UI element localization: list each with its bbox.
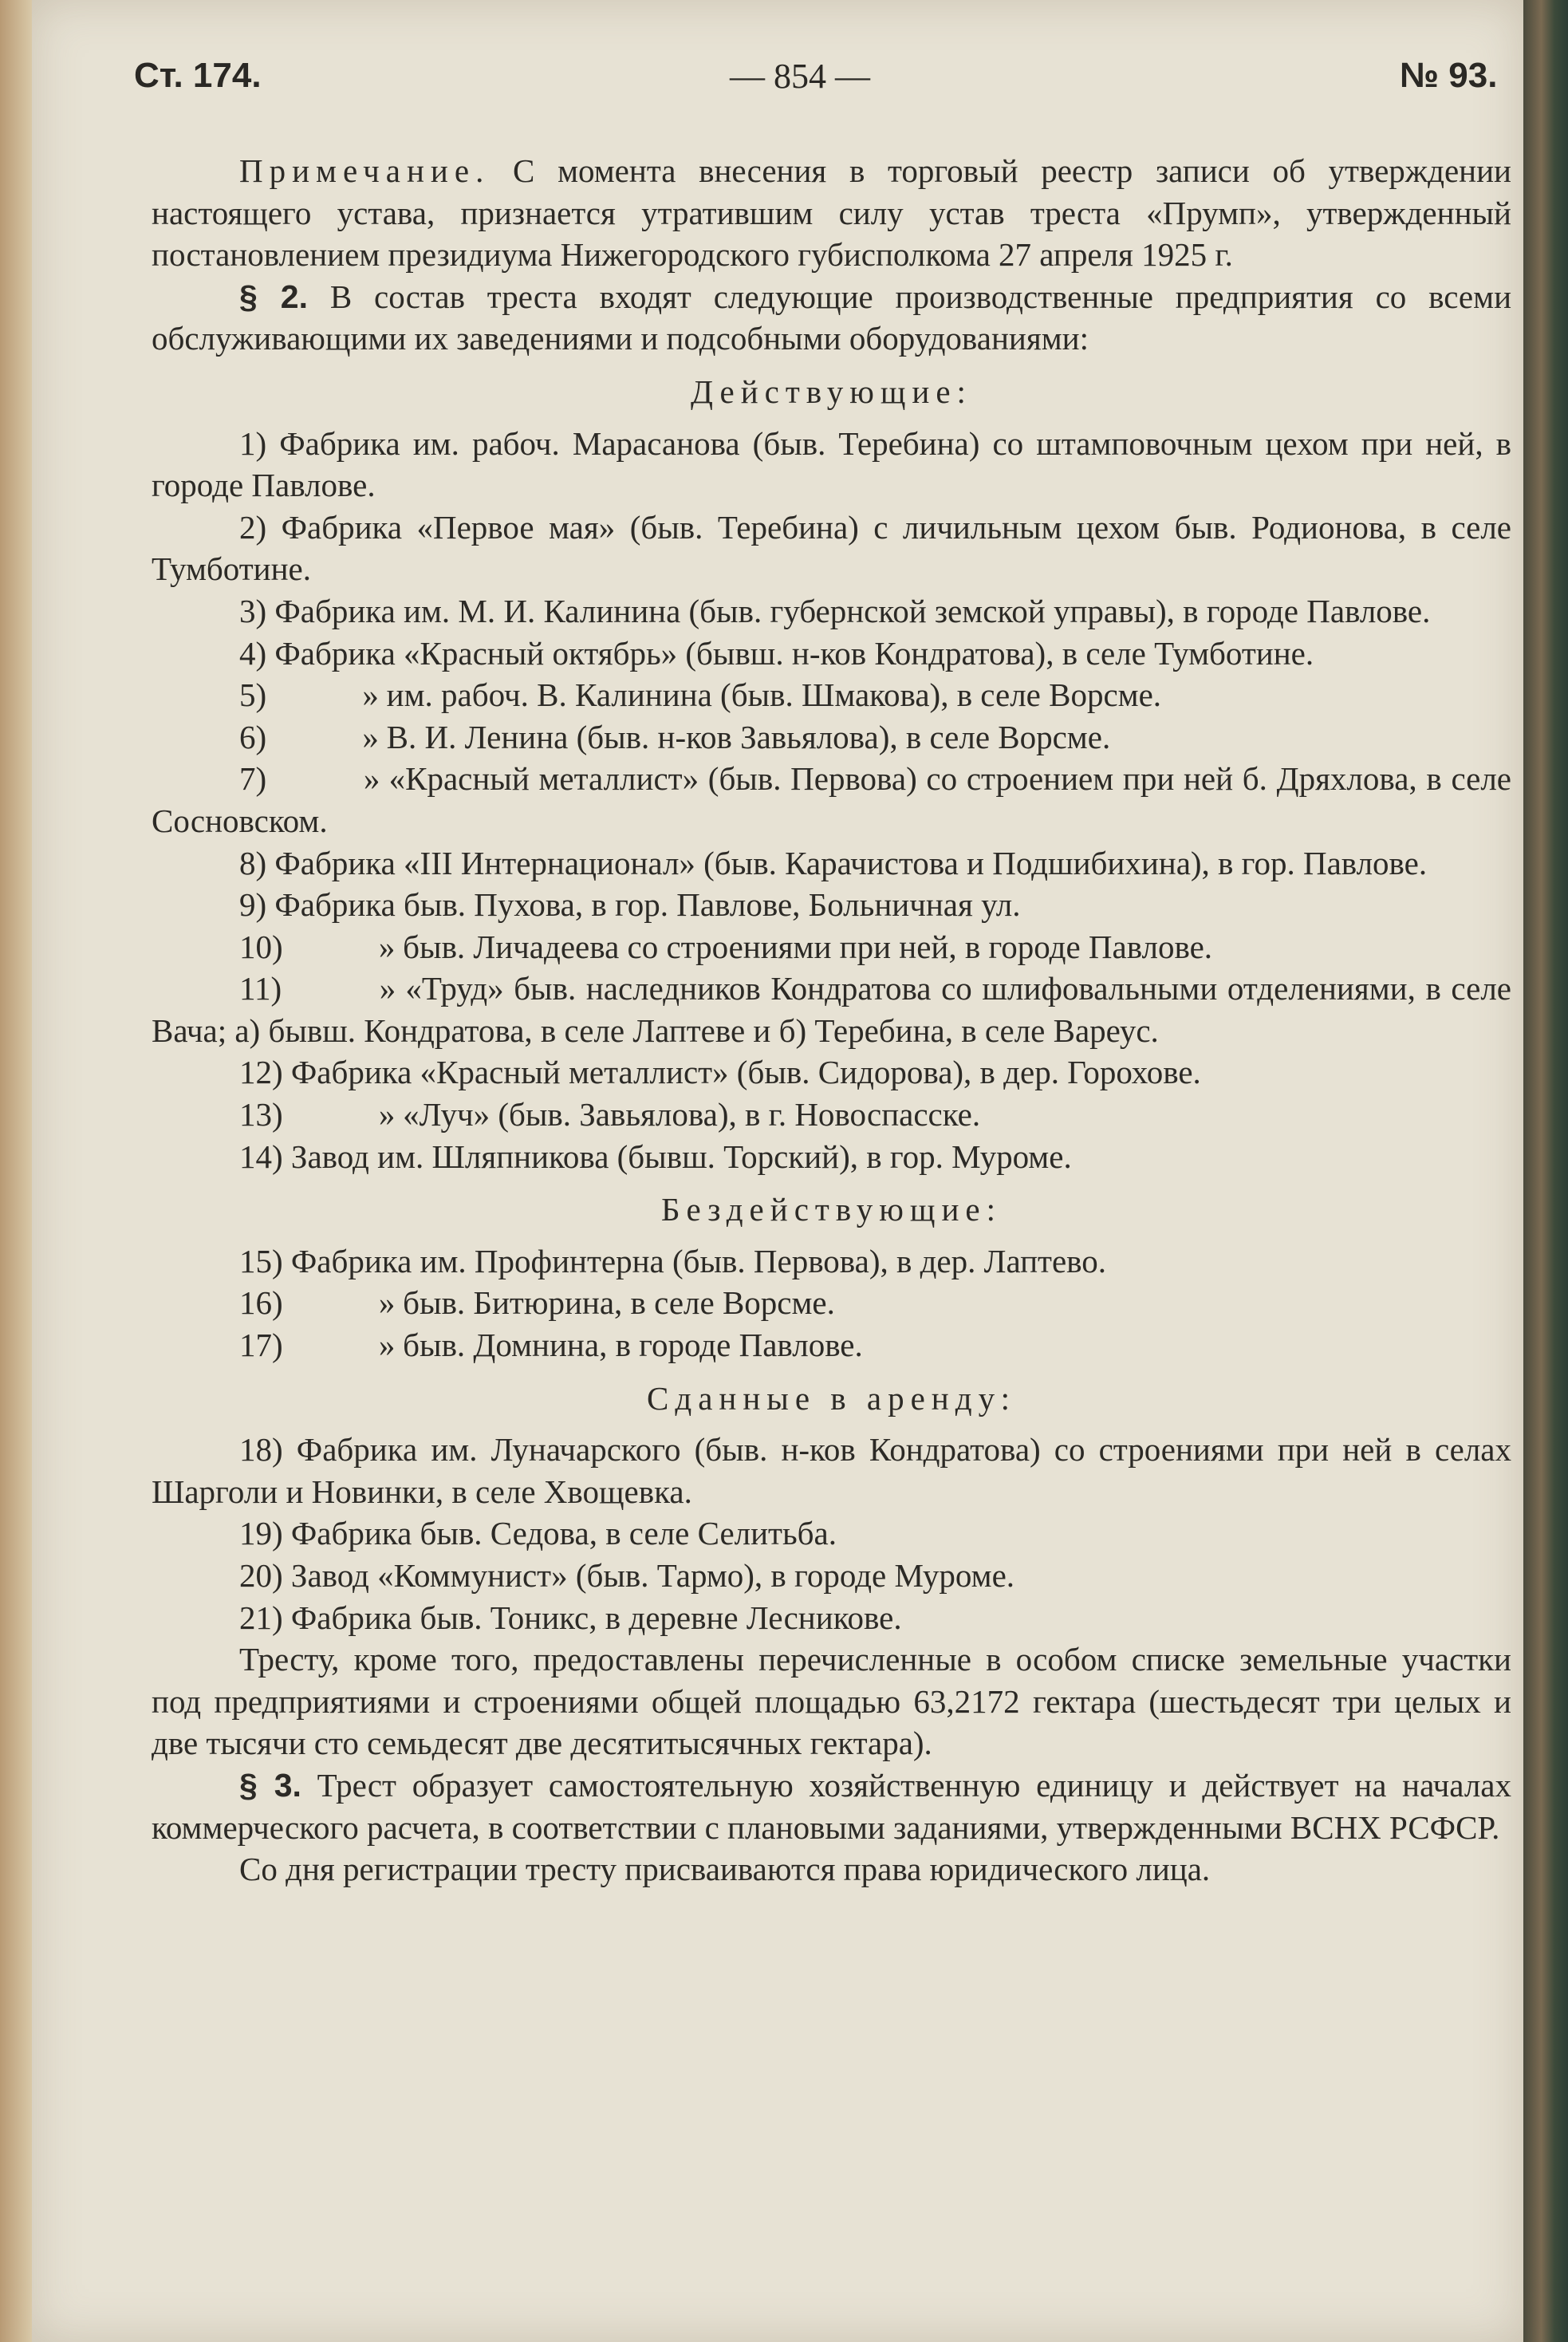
ditto-mark: »: [362, 718, 379, 755]
heading-inactive: Бездействующие:: [661, 1191, 1002, 1228]
item-number: 19): [239, 1515, 283, 1552]
section-3-label: § 3.: [239, 1766, 301, 1804]
item-number: 17): [239, 1327, 283, 1364]
item-text: Фабрика им. рабоч. Марасанова (быв. Теребина) со штамповочным цехом при ней, в городе Павлове.: [152, 424, 1512, 504]
list-item: [152, 1051, 1511, 1094]
item-text: Фабрика «Красный металлист» (быв. Сидорова), в дер. Горохове.: [290, 1054, 1201, 1091]
list-item: [152, 1240, 1511, 1283]
list-item: [152, 423, 1511, 507]
list-item: [152, 968, 1511, 1051]
ditto-mark: »: [378, 928, 396, 965]
heading-leased: Сданные в аренду:: [647, 1379, 1016, 1417]
item-number: 11): [239, 970, 282, 1007]
item-number: 21): [239, 1599, 283, 1636]
item-text: Фабрика им. Луначарского (быв. н-ков Кондратова) со строениями при ней в селах Шарголи и Новинки, в селе Хвощевка.: [152, 1431, 1511, 1510]
section-3-paragraph: [152, 1764, 1511, 1848]
list-item: [152, 1282, 1511, 1324]
list-item: [152, 633, 1511, 675]
ditto-mark: »: [379, 970, 396, 1007]
item-text: Фабрика им. Профинтерна (быв. Первова), в дер. Лаптево.: [290, 1242, 1106, 1279]
ditto-mark: »: [378, 1096, 396, 1134]
list-item: [152, 1136, 1511, 1178]
list-item: [152, 758, 1511, 842]
list-leased-enterprises: [152, 1429, 1511, 1638]
section-2-text: В состав треста входят следующие производственные предприятия со всеми обслуживающими их заведениями и подсобными оборудованиями:: [152, 278, 1512, 357]
item-number: 20): [239, 1557, 283, 1594]
list-item: [152, 926, 1511, 968]
note-text: С момента внесения в торговый реестр записи об утверждении настоящего устава, признается утратившим силу устав треста «Прумп», утвержденный постановлением президиума Нижегородского губисполкома 27 апреля 1925 г.: [152, 152, 1512, 274]
list-item: [152, 842, 1511, 885]
list-item: [152, 1555, 1511, 1597]
item-number: 16): [239, 1284, 283, 1322]
ditto-mark: »: [363, 760, 380, 798]
item-number: 5): [239, 676, 267, 714]
item-number: 15): [239, 1242, 283, 1279]
document-body: [152, 150, 1511, 1891]
list-item: [152, 590, 1511, 633]
article-number: Ст. 174.: [134, 56, 262, 95]
item-number: 8): [239, 844, 267, 881]
land-paragraph: Тресту, кроме того, предоставлены перечисленные в особом списке земельные участки под предприятиями и строениями общей площадью 63,2172 гектара (шестьдесят три целых и две тысячи сто семьдесят две десятитысячных гектара).: [152, 1641, 1511, 1762]
final-paragraph: Со дня регистрации тресту присваиваются права юридического лица.: [239, 1851, 1211, 1888]
list-item: [152, 1094, 1511, 1136]
list-item: [152, 1512, 1511, 1555]
item-number: 14): [239, 1137, 283, 1175]
item-number: 12): [239, 1054, 283, 1091]
note-paragraph: [152, 150, 1511, 276]
item-text: «Труд» быв. наследников Кондратова со шлифовальными отделениями, в селе Вача; а) бывш. Кондратова, в селе Лаптеве и б) Теребина, в селе Вареус.: [152, 970, 1511, 1049]
item-number: 3): [239, 592, 267, 629]
item-text: «Луч» (быв. Завьялова), в г. Новоспасске.: [403, 1096, 981, 1134]
book-spine-shadow: [0, 0, 32, 2342]
item-text: Фабрика быв. Пухова, в гор. Павлове, Больничная ул.: [274, 886, 1021, 924]
item-text: «Красный металлист» (быв. Первова) со строением при ней б. Дряхлова, в селе Сосновском.: [152, 760, 1512, 839]
item-number: 10): [239, 928, 283, 965]
item-number: 6): [239, 718, 267, 755]
list-item: [152, 674, 1511, 716]
item-number: 13): [239, 1096, 283, 1134]
item-text: быв. Битюрина, в селе Ворсме.: [403, 1284, 835, 1322]
item-text: Фабрика им. М. И. Калинина (быв. губернской земской управы), в городе Павлове.: [274, 592, 1431, 629]
item-number: 18): [239, 1431, 283, 1469]
item-number: 4): [239, 634, 267, 672]
item-number: 2): [239, 508, 267, 546]
list-item: [152, 1597, 1511, 1639]
item-text: Завод им. Шляпникова (бывш. Торский), в гор. Муроме.: [290, 1137, 1072, 1175]
item-text: им. рабоч. В. Калинина (быв. Шмакова), в селе Ворсме.: [386, 676, 1162, 714]
book-edge: [1523, 0, 1568, 2342]
ditto-mark: »: [378, 1284, 396, 1322]
item-text: Фабрика «Красный октябрь» (бывш. н-ков Кондратова), в селе Тумботине.: [274, 634, 1314, 672]
item-number: 1): [239, 424, 267, 462]
item-text: Фабрика быв. Седова, в селе Селитьба.: [290, 1515, 837, 1552]
ditto-mark: »: [362, 676, 379, 714]
list-item: [152, 1324, 1511, 1366]
item-number: 9): [239, 886, 267, 924]
item-text: Фабрика «Первое мая» (быв. Теребина) с личильным цехом быв. Родионова, в селе Тумботине.: [152, 508, 1512, 588]
item-text: быв. Личадеева со строениями при ней, в городе Павлове.: [403, 928, 1213, 965]
section-2-label: § 2.: [239, 278, 308, 315]
item-text: В. И. Ленина (быв. н-ков Завьялова), в селе Ворсме.: [386, 718, 1111, 755]
section-3-text: Трест образует самостоятельную хозяйственную единицу и действует на началах коммерческого расчета, в соответствии с плановыми заданиями, утвержденными ВСНХ РСФСР.: [152, 1766, 1511, 1846]
heading-active: Действующие:: [691, 373, 972, 410]
page-number: — 854 —: [730, 57, 870, 96]
section-2-paragraph: [152, 276, 1511, 360]
list-item: [152, 1429, 1511, 1512]
issue-number: № 93.: [1400, 56, 1498, 95]
item-number: 7): [239, 760, 267, 798]
list-active-enterprises: [152, 423, 1511, 1178]
list-inactive-enterprises: [152, 1240, 1511, 1366]
item-text: Завод «Коммунист» (быв. Тармо), в городе Муроме.: [290, 1557, 1015, 1594]
note-label: Примечание.: [239, 152, 490, 189]
item-text: быв. Домнина, в городе Павлове.: [403, 1327, 863, 1364]
ditto-mark: »: [378, 1327, 396, 1364]
list-item: [152, 507, 1511, 590]
item-text: Фабрика быв. Тоникс, в деревне Лесникове.: [290, 1599, 902, 1636]
list-item: [152, 716, 1511, 759]
list-item: [152, 884, 1511, 926]
item-text: Фабрика «III Интернационал» (быв. Карачистова и Подшибихина), в гор. Павлове.: [274, 844, 1428, 881]
